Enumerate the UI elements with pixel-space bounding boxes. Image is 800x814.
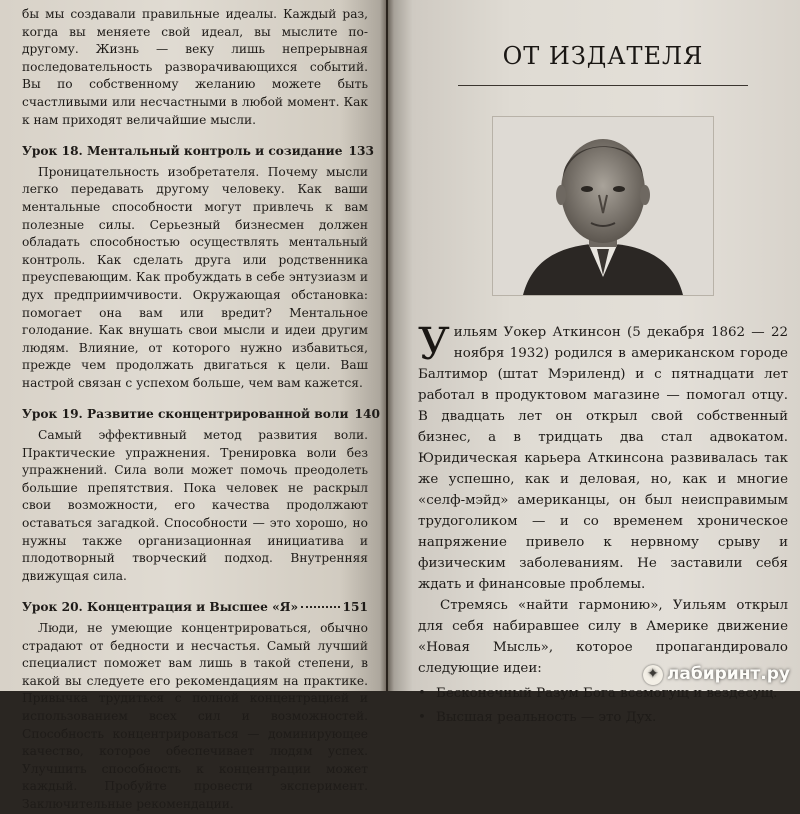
new-thought-paragraph: Стремясь «найти гармонию», Уильям открыл для себя набиравшее силу в Америке движение «Новая Мысль», которое пропагандировало следующие идеи: [418,598,788,676]
toc-leader-dots [301,606,339,608]
drop-cap: У [418,319,450,370]
lesson-18-body: Проницательность изобретателя. Почему мысли легко передавать другому человеку. Как ваши ментальные способности могут привлечь к вам полезные силы. Серьезный бизнесмен должен обладать способностью осуществлять ментальный контроль. Как сделать друга или родственника преуспевающим. Как пробуждать в себе энтузиазм и дух предприимчивости. Окружающая обстановка: помогает она вам или вредит? Ментальное голодание. Как внушать свои мысли и идеи другим людям. Влияние, от которого нужно избавиться, прежде чем продолжать двигаться к цели. Ваш настрой связан с успехом больше, чем вам кажется. [22,164,368,390]
labirint-logo-icon: ✦ [643,665,663,685]
lesson-19-page-number: 140 [354,407,380,422]
right-page [388,0,800,725]
left-intro-text: бы мы создавали правильные идеалы. Каждый раз, когда вы меняете свой идеал, вы мыслите по-другому. Жизнь — веку лишь непрерывная последовательность разворачивающихся событий. Вы по собственному желанию можете быть счастливыми или несчастными в любой момент. Как к нам приходят величайшие мысли. [22,7,368,127]
left-page [0,0,386,811]
ideas-list [418,683,788,728]
lesson-18-page-number: 133 [348,144,374,159]
lesson-20-body: Люди, не умеющие концентрироваться, обычно страдают от бедности и несчастья. Самый лучший специалист поможет вам лишь в такой степени, в какой вы следуете его рекомендациям на практике. Привычка трудиться с полной концентрацией и использованием всех сил и возможностей. Способность концентрироваться — доминирующее качество, которое обеспечивает людям успех. Улучшить способность к концентрации может каждый. Пробуйте провести эксперимент. Заключительные рекомендации. [22,621,368,811]
biography-paragraph [418,319,788,595]
heading-divider [458,85,748,86]
lesson-19-title: Урок 19. Развитие сконцентрированной воли [22,407,349,422]
lesson-20-title-line [22,599,368,617]
lesson-19 [22,406,380,585]
portrait-illustration [493,117,713,295]
lesson-19-title-line [22,406,380,424]
publisher-heading-block [418,0,788,86]
lesson-19-body: Самый эффективный метод развития воли. Практические упражнения. Тренировка воли без упражнений. Сила воли может помочь преодолеть большие препятствия. Пока человек не раскрыл свои возможности, его качества продолжают оставаться загадкой. Способности — это хорошо, но нужны также организационная инициатива и плодотворный творческий подход. Внутренняя движущая сила. [22,428,368,583]
lesson-20 [22,599,368,813]
lesson-18 [22,143,374,392]
watermark-text: лабиринт.ру [666,664,790,684]
lesson-20-title: Урок 20. Концентрация и Высшее «Я» [22,600,299,615]
list-item: • Высшая реальность — это Дух. [418,707,788,728]
biography-text: ильям Уокер Аткинсон (5 декабря 1862 — 22 ноября 1932) родился в американском городе Балтимор (штат Мэриленд) и с пятнадцати лет работал в продуктовом магазине — помогал отцу. В двадцать лет он открыл свой собственный бизнес, а в тридцать два стал адвокатом. Юридическая карьера Аткинсона развивалась так же успешно, как и деловая, но, как и многие «селф-мэйд» американцы, он был неисправимым трудоголиком — и со временем хроническое напряжение привело к нервному срыву и физическим заболеваниям. Не заставили себя ждать и финансовые проблемы. [418,325,788,592]
book-gutter [380,0,394,691]
page-title: ОТ ИЗДАТЕЛЯ [502,42,704,70]
author-portrait [492,116,714,296]
lesson-18-title-line [22,143,374,161]
site-watermark [643,664,790,685]
list-item: • Бесконечный Разум Бога всемогущ и вездесущ. [418,683,788,704]
lesson-20-page-number: 151 [342,600,368,615]
lesson-18-title: Урок 18. Ментальный контроль и созидание [22,144,343,159]
